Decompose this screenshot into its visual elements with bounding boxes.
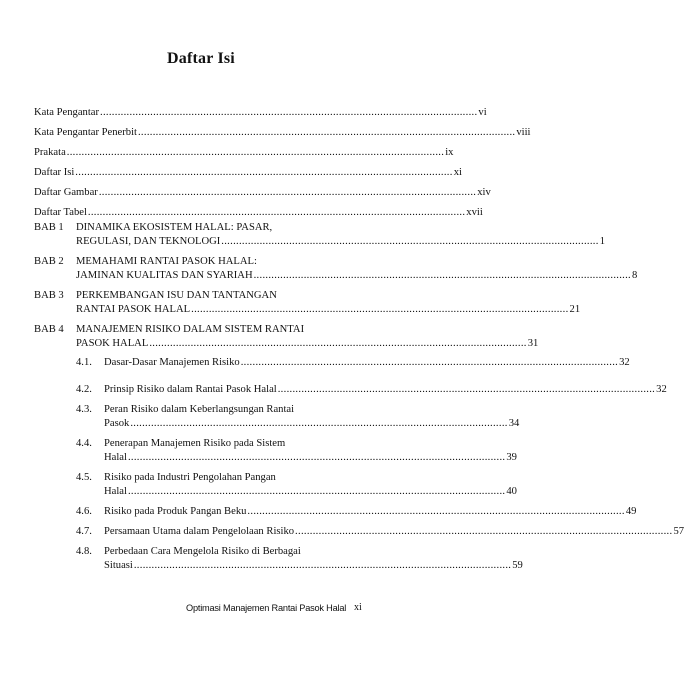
page-title: Daftar Isi: [167, 50, 235, 67]
leader-dots: ................................................................................................................................: [75, 167, 453, 178]
leader-dots: ................................................................................................................................: [253, 270, 632, 281]
toc-chapter[interactable]: [34, 221, 605, 255]
toc-section[interactable]: [76, 525, 684, 545]
section-title-line2: Situasi: [104, 560, 133, 571]
toc-entry-page: xvii: [466, 207, 483, 218]
toc-entry-page: viii: [516, 127, 531, 138]
toc-entry-label: Daftar Gambar: [34, 187, 98, 198]
chapter-title-line2: REGULASI, DAN TEKNOLOGI: [76, 236, 221, 247]
section-page: 39: [506, 452, 517, 463]
toc-entry-page: xi: [453, 167, 462, 178]
toc-chapter[interactable]: [34, 323, 539, 357]
section-number: 4.7.: [76, 526, 92, 537]
leader-dots: ................................................................................................................................: [221, 236, 599, 247]
leader-dots: ................................................................................................................................: [98, 187, 477, 198]
leader-dots: ................................................................................................................................: [191, 304, 569, 315]
section-number: 4.4.: [76, 438, 92, 449]
section-title: Risiko pada Produk Pangan Beku: [104, 506, 247, 517]
section-title: Persamaan Utama dalam Pengelolaan Risiko: [104, 526, 295, 537]
toc-section[interactable]: [76, 437, 517, 471]
toc-section[interactable]: [76, 356, 630, 383]
toc-front-matter: [34, 100, 531, 220]
leader-dots: ................................................................................................................................: [137, 127, 516, 138]
chapter-page: 1: [599, 236, 605, 247]
chapter-page: 21: [569, 304, 581, 315]
leader-dots: ................................................................................................................................: [247, 506, 625, 517]
leader-dots: ................................................................................................................................: [87, 207, 466, 218]
leader-dots: ................................................................................................................................: [127, 486, 506, 497]
section-title-line2: Halal: [104, 486, 127, 497]
toc-section[interactable]: [76, 505, 637, 525]
footer-page-number: xi: [354, 602, 362, 613]
section-number: 4.8.: [76, 546, 92, 557]
toc-entry-label: Prakata: [34, 147, 66, 158]
leader-dots: ................................................................................................................................: [66, 147, 445, 158]
section-title-line1: Penerapan Manajemen Risiko pada Sistem: [104, 438, 286, 449]
section-title: Prinsip Risiko dalam Rantai Pasok Halal: [104, 384, 277, 395]
chapter-page: 8: [632, 270, 638, 281]
section-number: 4.2.: [76, 384, 92, 395]
section-page: 34: [508, 418, 520, 429]
toc-entry-label: Daftar Isi: [34, 167, 75, 178]
toc-entry-label: Kata Pengantar: [34, 107, 100, 118]
toc-entry-page: vi: [478, 107, 487, 118]
chapter-title-line2: PASOK HALAL: [76, 338, 149, 349]
section-title-line1: Peran Risiko dalam Keberlangsungan Rantai: [104, 404, 295, 415]
chapter-title-line1: DINAMIKA EKOSISTEM HALAL: PASAR,: [76, 222, 273, 233]
running-footer: Optimasi Manajemen Rantai Pasok Halal: [186, 603, 347, 613]
section-page: 32: [656, 384, 667, 395]
chapter-title-line2: RANTAI PASOK HALAL: [76, 304, 191, 315]
toc-chapters: [34, 221, 638, 357]
section-title-line1: Risiko pada Industri Pengolahan Pangan: [104, 472, 276, 483]
leader-dots: ................................................................................................................................: [277, 384, 656, 395]
chapter-number: BAB 3: [34, 290, 64, 301]
chapter-number: BAB 2: [34, 256, 64, 267]
chapter-number: BAB 1: [34, 222, 64, 233]
toc-chapter[interactable]: [34, 289, 581, 323]
section-title-line2: Halal: [104, 452, 127, 463]
toc-entry-label: Kata Pengantar Penerbit: [34, 127, 137, 138]
toc-chapter[interactable]: [34, 255, 638, 289]
leader-dots: ................................................................................................................................: [127, 452, 506, 463]
section-number: 4.5.: [76, 472, 92, 483]
toc-entry-label: Daftar Tabel: [34, 207, 87, 218]
toc-entry[interactable]: [34, 160, 462, 180]
leader-dots: ................................................................................................................................: [130, 418, 508, 429]
toc-entry[interactable]: [34, 120, 531, 140]
chapter-number: BAB 4: [34, 324, 64, 335]
section-title: Dasar-Dasar Manajemen Risiko: [104, 357, 240, 368]
chapter-title-line1: PERKEMBANGAN ISU DAN TANTANGAN: [76, 290, 277, 301]
section-title-line2: Pasok: [104, 418, 130, 429]
section-page: 57: [673, 526, 684, 537]
leader-dots: ................................................................................................................................: [295, 526, 673, 537]
leader-dots: ................................................................................................................................: [100, 107, 478, 118]
section-page: 40: [506, 486, 517, 497]
toc-section[interactable]: [76, 545, 523, 579]
toc-entry[interactable]: [34, 140, 454, 160]
section-number: 4.6.: [76, 506, 92, 517]
chapter-title-line2: JAMINAN KUALITAS DAN SYARIAH: [76, 270, 253, 281]
section-number: 4.1.: [76, 357, 92, 368]
section-title-line1: Perbedaan Cara Mengelola Risiko di Berbagai: [104, 546, 301, 557]
toc-section[interactable]: [76, 471, 517, 505]
toc-entry-page: xiv: [477, 187, 491, 198]
toc-section[interactable]: [76, 383, 667, 403]
chapter-title-line1: MEMAHAMI RANTAI PASOK HALAL:: [76, 256, 257, 267]
toc-entry[interactable]: [34, 100, 487, 120]
toc-entry-page: ix: [445, 147, 454, 158]
section-page: 32: [619, 357, 630, 368]
section-page: 59: [512, 560, 523, 571]
leader-dots: ................................................................................................................................: [149, 338, 527, 349]
chapter-page: 31: [527, 338, 539, 349]
toc-entry[interactable]: [34, 200, 483, 220]
leader-dots: ................................................................................................................................: [133, 560, 512, 571]
toc-sections: [76, 356, 684, 579]
chapter-title-line1: MANAJEMEN RISIKO DALAM SISTEM RANTAI: [76, 324, 305, 335]
toc-entry[interactable]: [34, 180, 491, 200]
section-page: 49: [625, 506, 637, 517]
toc-section[interactable]: [76, 403, 520, 437]
section-number: 4.3.: [76, 404, 92, 415]
leader-dots: ................................................................................................................................: [240, 357, 619, 368]
